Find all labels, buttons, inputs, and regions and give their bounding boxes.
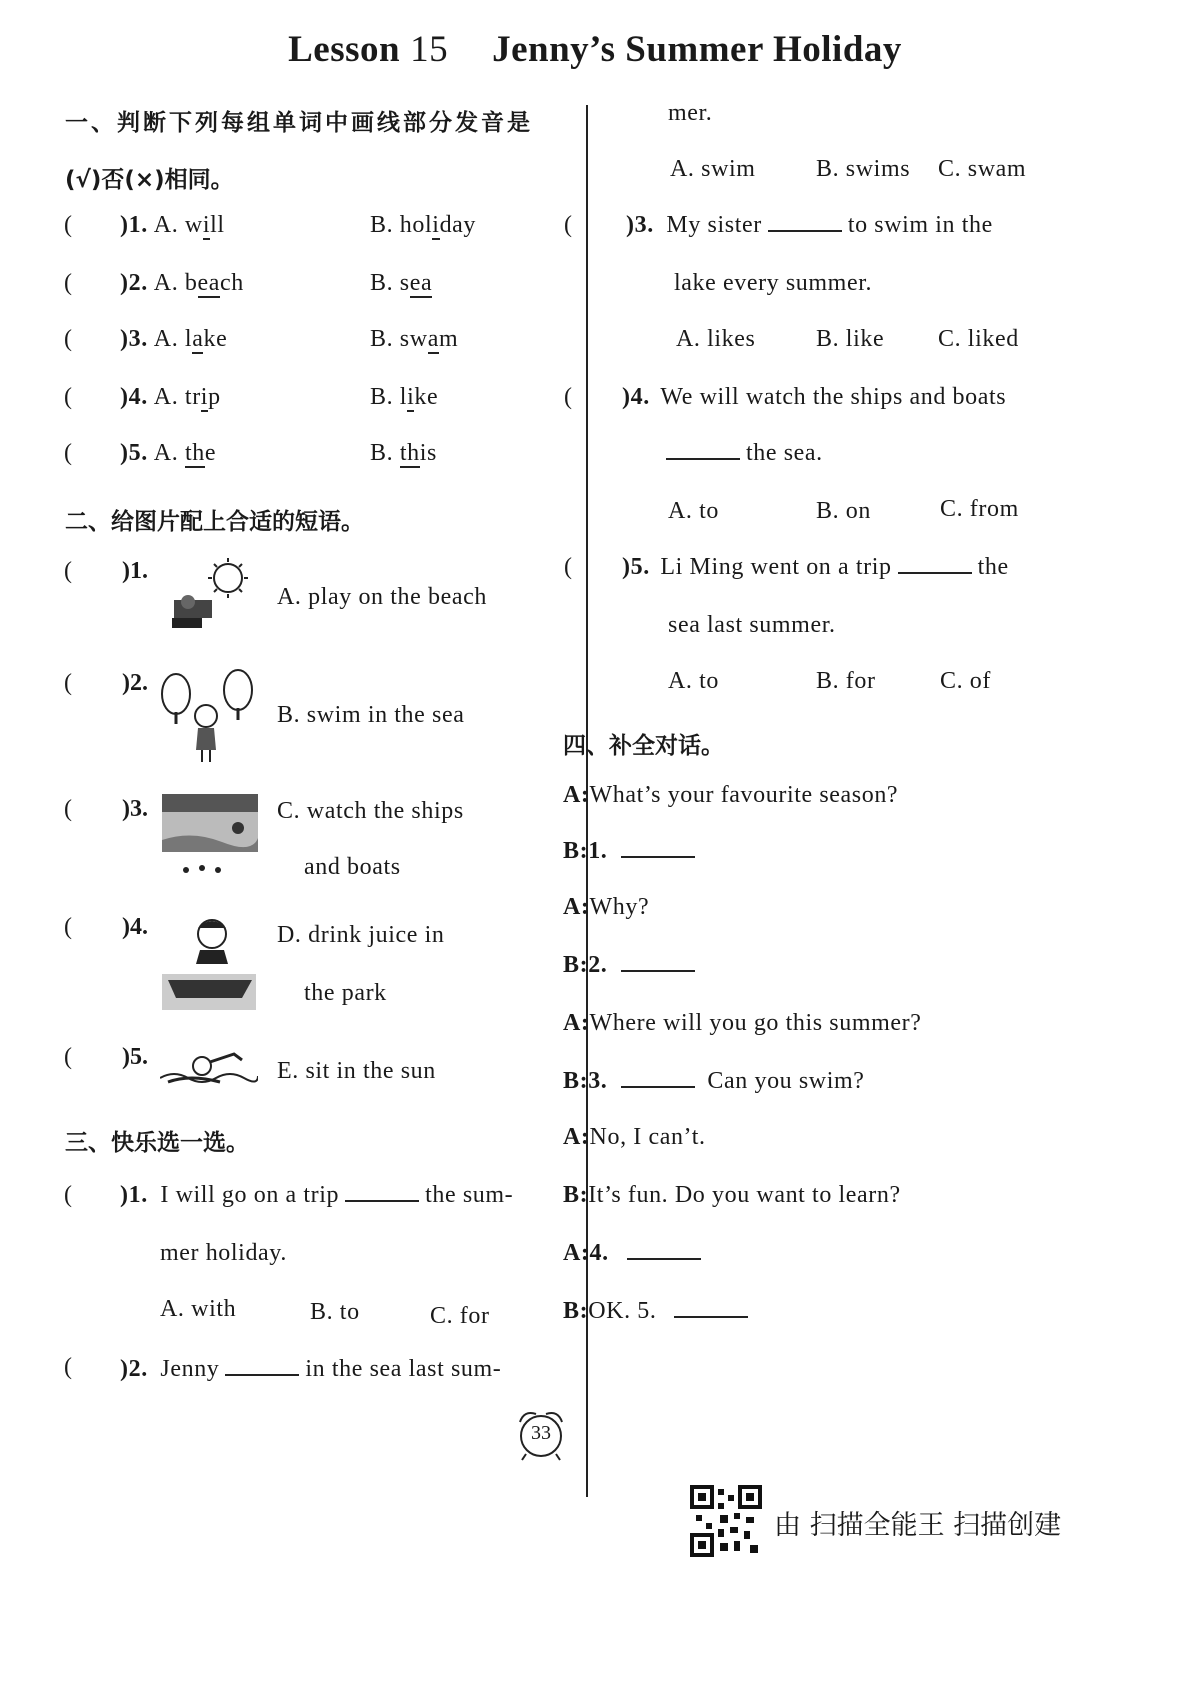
- choice-c: C. of: [940, 668, 991, 694]
- question-number: )2.: [120, 1356, 148, 1382]
- question-number: )4.: [122, 914, 148, 940]
- title-name: Jenny’s Summer Holiday: [492, 29, 902, 70]
- picture-sit-in-sun: [166, 556, 256, 636]
- speaker: B:: [563, 838, 589, 864]
- dialogue-number: 4.: [589, 1240, 609, 1266]
- answer-paren[interactable]: (: [564, 384, 572, 410]
- choice-a: A. with: [160, 1296, 237, 1322]
- choice-a: A. to: [668, 498, 719, 524]
- option-b: B. swim in the sea: [277, 702, 465, 728]
- question-text: the sum-: [425, 1182, 514, 1208]
- answer-paren[interactable]: (: [64, 384, 72, 410]
- answer-paren[interactable]: (: [64, 1182, 72, 1208]
- dialogue-line: [563, 1068, 865, 1095]
- speaker: A:: [563, 1240, 590, 1266]
- question-number: )4.: [120, 384, 148, 410]
- question-number: )2.: [120, 270, 148, 296]
- word-b-suffix: ke: [414, 384, 439, 410]
- dialogue-text: Why?: [589, 894, 650, 920]
- answer-blank[interactable]: [768, 228, 842, 232]
- question-number: )5.: [120, 440, 148, 466]
- question-text: Jenny: [160, 1356, 220, 1382]
- picture-boy-boat: [160, 912, 258, 1012]
- speaker: A:: [563, 1124, 590, 1150]
- question-number: )1.: [120, 212, 148, 238]
- choice-c: C. from: [940, 496, 1019, 522]
- phonics-word-b: [370, 212, 476, 239]
- phonics-word-b: [370, 440, 437, 467]
- answer-paren[interactable]: (: [64, 558, 72, 584]
- choice-a: A. swim: [670, 156, 756, 182]
- word-b-prefix: B. sw: [370, 326, 428, 352]
- question-text: in the sea last sum-: [305, 1356, 502, 1382]
- word-a-suffix: e: [204, 440, 217, 466]
- speaker: B:: [563, 1298, 589, 1324]
- question-text-cont: sea last summer.: [668, 612, 836, 638]
- dialogue-text: Can you swim?: [707, 1068, 865, 1094]
- section1-heading: 一、判断下列每组单词中画线部分发音是: [65, 110, 533, 136]
- word-a-prefix: A. b: [153, 270, 198, 296]
- answer-blank[interactable]: [621, 968, 695, 972]
- dialogue-line: [563, 894, 649, 921]
- section3-heading: 三、快乐选一选。: [65, 1130, 249, 1156]
- question-number: )5.: [122, 1044, 148, 1070]
- answer-paren[interactable]: (: [64, 796, 72, 822]
- page-title: [0, 28, 1190, 71]
- choice-c: C. liked: [938, 326, 1019, 352]
- dialogue-line: [563, 952, 701, 979]
- word-a-prefix: A. l: [153, 326, 193, 352]
- question-number: )1.: [122, 558, 148, 584]
- phonics-item: [120, 384, 221, 411]
- question-number: )5.: [622, 554, 650, 580]
- dialogue-line: [563, 782, 898, 809]
- word-a-prefix: A. w: [153, 212, 203, 238]
- question-number: )3.: [122, 796, 148, 822]
- section4-heading: 四、补全对话。: [563, 733, 724, 759]
- title-lesson-number: 15: [410, 29, 449, 70]
- word-b-prefix: B. hol: [370, 212, 433, 238]
- answer-paren[interactable]: (: [64, 1354, 72, 1380]
- option-a: A. play on the beach: [277, 584, 487, 610]
- question-2: [120, 1356, 501, 1383]
- answer-blank[interactable]: [898, 570, 972, 574]
- dialogue-text: It’s fun. Do you want to learn?: [588, 1182, 901, 1208]
- question-5: [622, 554, 1009, 581]
- question-4: [622, 384, 1006, 411]
- question-number: )1.: [120, 1182, 148, 1208]
- word-b-underlined: th: [399, 440, 420, 466]
- answer-blank[interactable]: [674, 1314, 748, 1318]
- option-e: E. sit in the sun: [277, 1058, 436, 1084]
- question-text-cont: mer.: [668, 100, 713, 126]
- phonics-item: [120, 212, 225, 239]
- question-number: )3.: [120, 326, 148, 352]
- question-1: [120, 1182, 513, 1209]
- word-a-suffix: ch: [220, 270, 244, 296]
- answer-blank[interactable]: [666, 456, 740, 460]
- answer-paren[interactable]: (: [564, 554, 572, 580]
- answer-paren[interactable]: (: [64, 1044, 72, 1070]
- answer-paren[interactable]: (: [564, 212, 572, 238]
- dialogue-number: 2.: [588, 952, 608, 978]
- option-d-cont: the park: [304, 980, 387, 1006]
- dialogue-line: [563, 838, 701, 865]
- answer-paren[interactable]: (: [64, 670, 72, 696]
- speaker: A:: [563, 894, 590, 920]
- word-a-underlined: a: [192, 326, 204, 352]
- choice-b: B. like: [816, 326, 885, 352]
- word-b-underlined: i: [432, 212, 440, 238]
- title-lesson: Lesson: [288, 29, 401, 70]
- question-number: )3.: [626, 212, 654, 238]
- word-b-underlined: a: [427, 326, 439, 352]
- answer-paren[interactable]: (: [64, 212, 72, 238]
- question-number: )4.: [622, 384, 650, 410]
- option-c-cont: and boats: [304, 854, 401, 880]
- question-text: I will go on a trip: [160, 1182, 340, 1208]
- question-text: Li Ming went on a trip: [660, 554, 892, 580]
- word-a-underlined: th: [184, 440, 205, 466]
- scanner-watermark: 由 扫描全能王 扫描创建: [774, 1510, 1062, 1541]
- answer-blank[interactable]: [621, 854, 695, 858]
- answer-blank[interactable]: [225, 1372, 299, 1376]
- phonics-item: [120, 326, 227, 353]
- word-a-underlined: ea: [197, 270, 221, 296]
- choice-a: A. likes: [676, 326, 756, 352]
- speaker: B:: [563, 1068, 589, 1094]
- question-text: My sister: [666, 212, 762, 238]
- choice-b: B. to: [310, 1299, 360, 1325]
- question-text: the sea.: [746, 440, 823, 466]
- dialogue-text: No, I can’t.: [589, 1124, 706, 1150]
- speaker: B:: [563, 952, 589, 978]
- question-3: [626, 212, 993, 239]
- word-a-underlined: i: [200, 384, 209, 410]
- question-text-cont: mer holiday.: [160, 1240, 287, 1266]
- question-text: to swim in the: [847, 212, 993, 238]
- dialogue-line: [563, 1010, 921, 1037]
- dialogue-number: 3.: [588, 1068, 608, 1094]
- answer-paren[interactable]: (: [64, 440, 72, 466]
- word-a-suffix: ll: [210, 212, 225, 238]
- question-number: )2.: [122, 670, 148, 696]
- word-b-underlined: ea: [409, 270, 433, 296]
- choice-c: C. for: [430, 1303, 490, 1329]
- answer-blank[interactable]: [627, 1256, 701, 1260]
- section1-heading-cont: (√)否(×)相同。: [65, 167, 234, 193]
- dialogue-line: [563, 1298, 754, 1325]
- phonics-word-b: [370, 326, 458, 353]
- word-b-prefix: B. s: [370, 270, 410, 296]
- speaker: A:: [563, 1010, 590, 1036]
- picture-swimmer: [160, 1048, 258, 1090]
- phonics-item: [120, 270, 244, 297]
- phonics-word-b: [370, 384, 438, 411]
- picture-park-girl: [160, 666, 256, 766]
- section2-heading: 二、给图片配上合适的短语。: [65, 509, 364, 535]
- answer-paren[interactable]: (: [64, 326, 72, 352]
- qr-code-icon: [690, 1485, 762, 1557]
- question-text: the: [977, 554, 1009, 580]
- question-text-cont: lake every summer.: [674, 270, 873, 296]
- dialogue-text: Where will you go this summer?: [589, 1010, 922, 1036]
- phonics-item: [120, 440, 216, 467]
- question-text-cont: [662, 440, 823, 467]
- word-a-suffix: p: [208, 384, 221, 410]
- choice-b: B. swims: [816, 156, 911, 182]
- speaker: A:: [563, 782, 590, 808]
- question-text: We will watch the ships and boats: [660, 384, 1007, 410]
- choice-a: A. to: [668, 668, 719, 694]
- answer-paren[interactable]: (: [64, 270, 72, 296]
- dialogue-line: [563, 1240, 707, 1267]
- page-number: 33: [531, 1422, 551, 1444]
- word-a-prefix: A.: [153, 440, 185, 466]
- word-a-underlined: i: [202, 212, 211, 238]
- word-b-prefix: B.: [370, 440, 400, 466]
- option-d: D. drink juice in: [277, 922, 445, 948]
- dialogue-text: What’s your favourite season?: [589, 782, 899, 808]
- word-b-suffix: is: [419, 440, 437, 466]
- dialogue-number: 1.: [588, 838, 608, 864]
- picture-beach-scene: [162, 794, 258, 880]
- word-b-underlined: i: [407, 384, 415, 410]
- word-b-prefix: B. l: [370, 384, 408, 410]
- choice-b: B. on: [816, 498, 872, 524]
- answer-blank[interactable]: [345, 1198, 419, 1202]
- dialogue-line: [563, 1182, 901, 1209]
- word-b-suffix: m: [438, 326, 459, 352]
- dialogue-line: [563, 1124, 706, 1151]
- phonics-word-b: [370, 270, 432, 297]
- choice-b: B. for: [816, 668, 876, 694]
- dialogue-number: OK. 5.: [588, 1298, 657, 1324]
- word-a-suffix: ke: [203, 326, 228, 352]
- speaker: B:: [563, 1182, 589, 1208]
- option-c: C. watch the ships: [277, 798, 464, 824]
- word-b-suffix: day: [439, 212, 477, 238]
- choice-c: C. swam: [938, 156, 1027, 182]
- answer-paren[interactable]: (: [64, 914, 72, 940]
- answer-blank[interactable]: [621, 1084, 695, 1088]
- word-a-prefix: A. tr: [153, 384, 201, 410]
